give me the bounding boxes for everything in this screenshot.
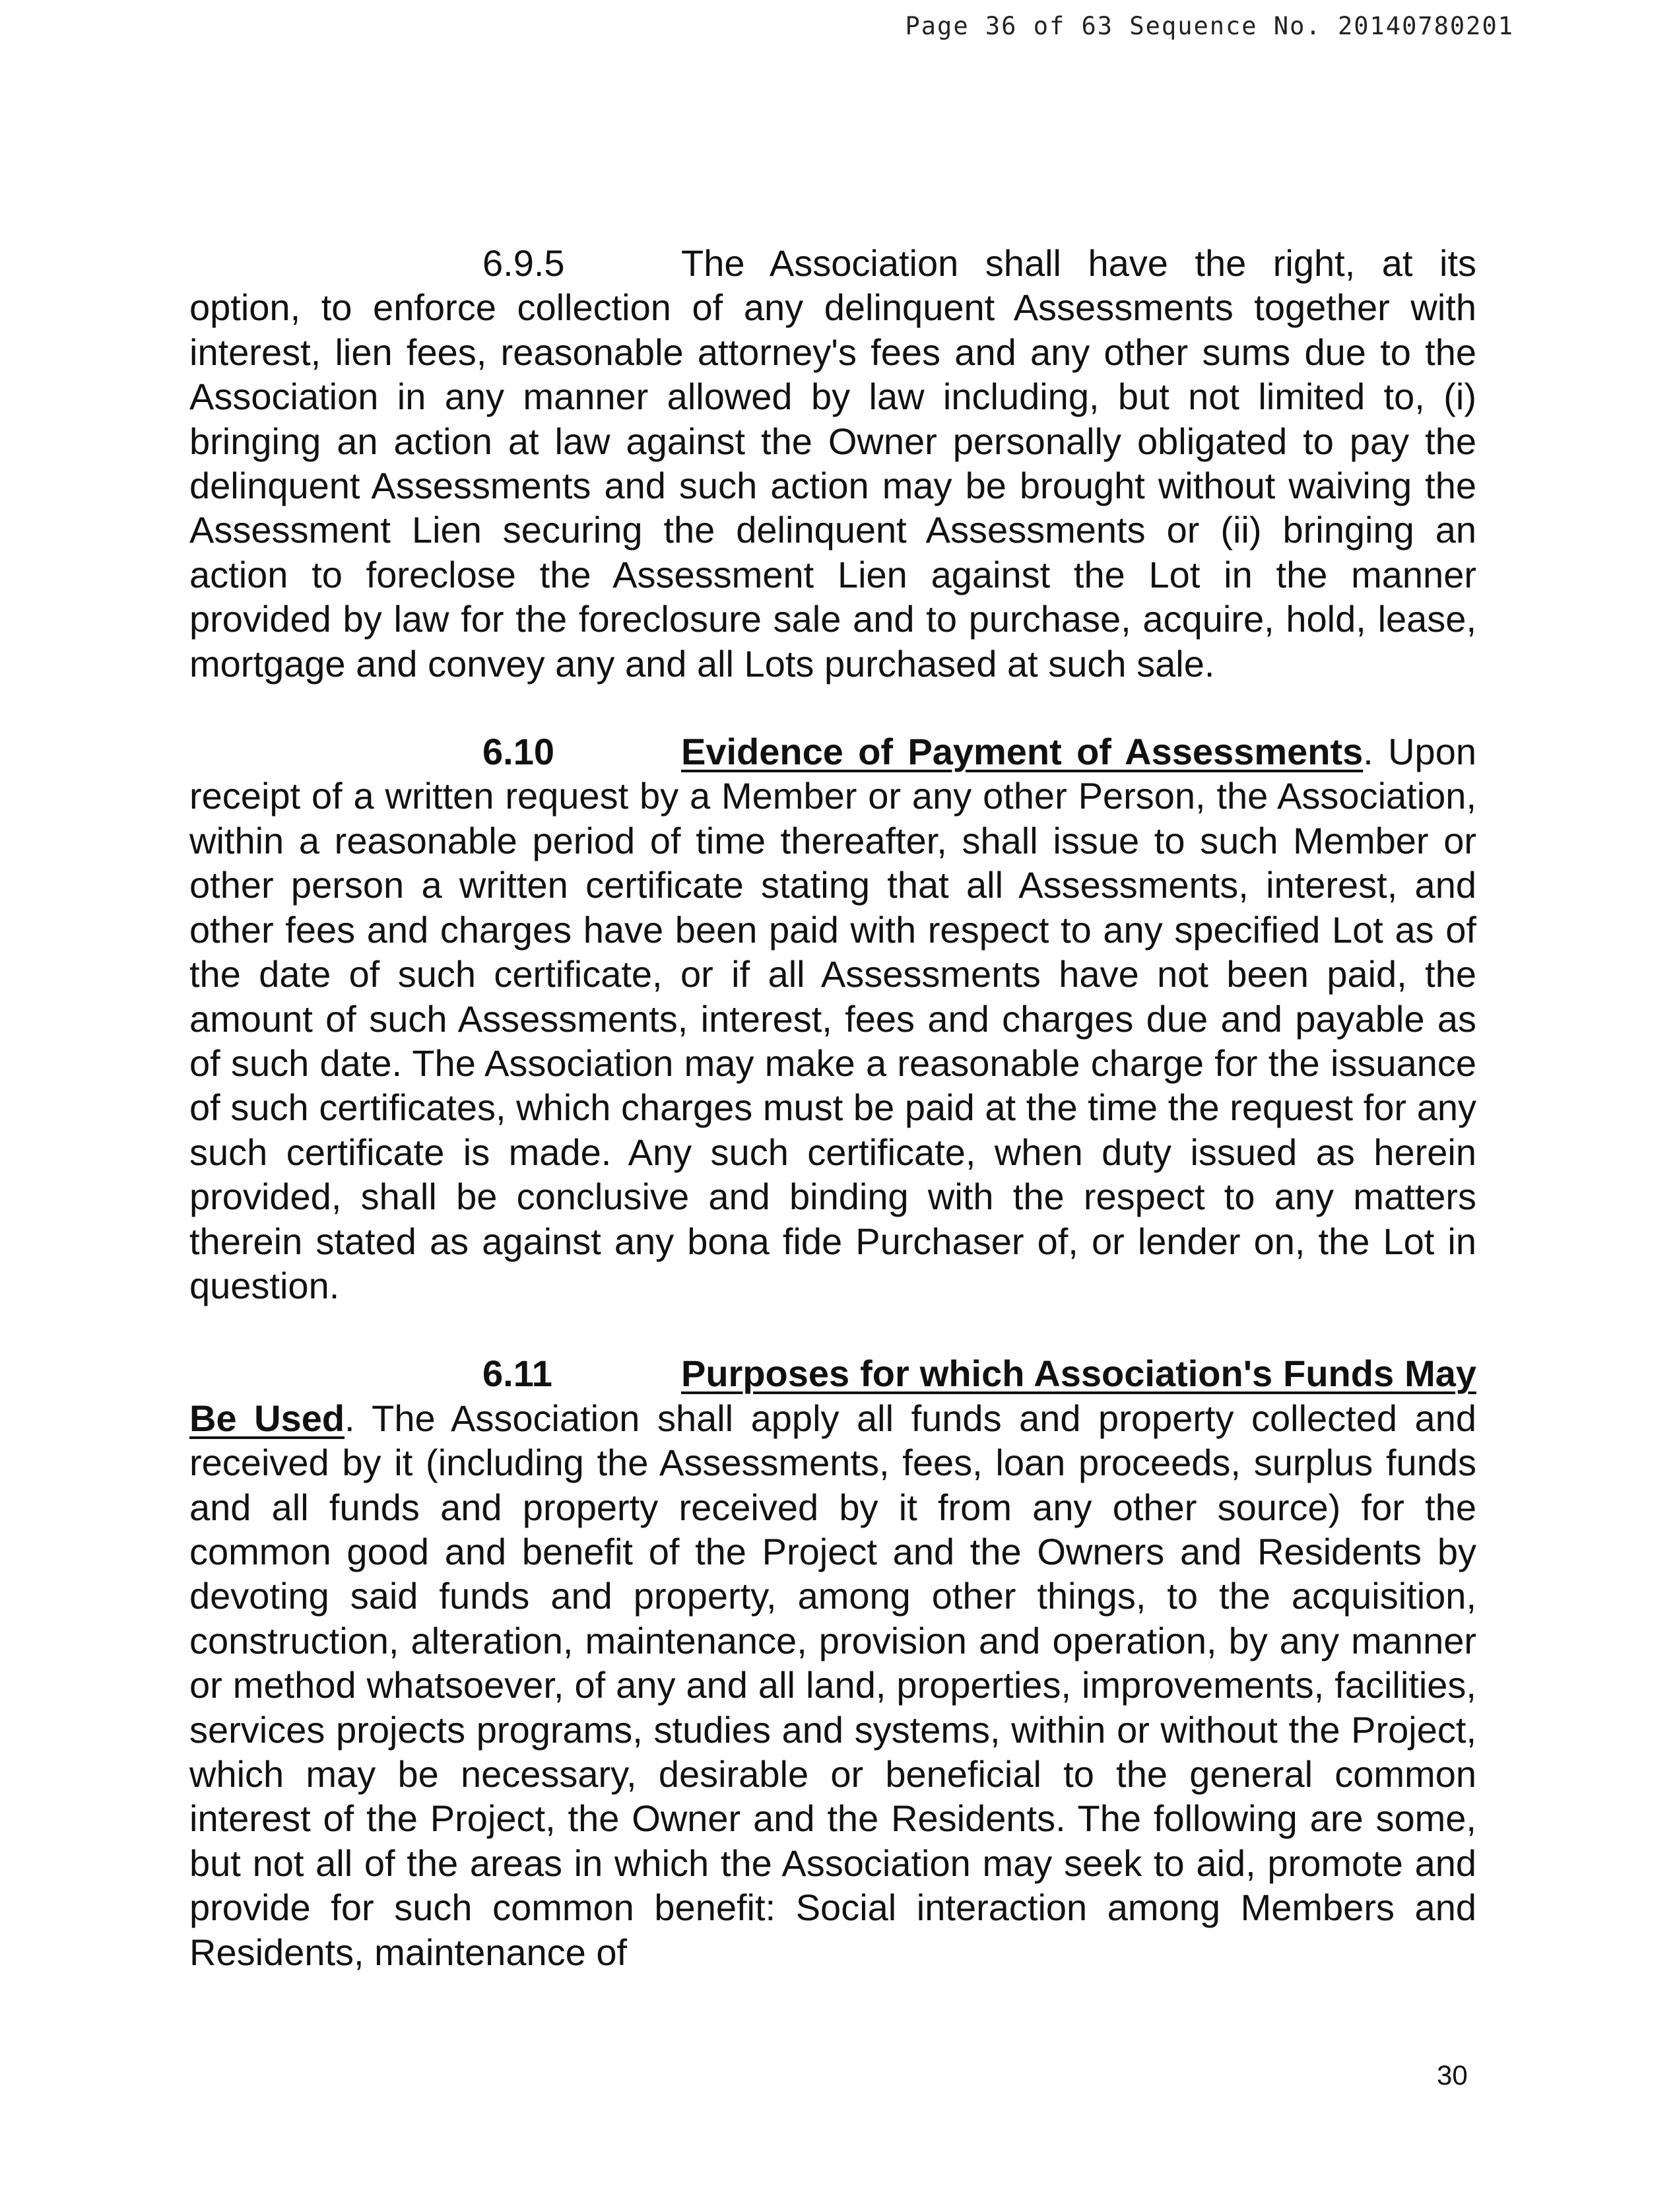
section-text: . The Association shall apply all funds and property collected and received by it (including the Assessments, fees, loan proceeds, surplus funds and all funds and property received by it from any other source) for the common good and benefit of the Project and the Owners and Residents by devoting said funds and property, among other things, to the acquisition, construction, alteration, maintenance, provision and operation, by any manner or method whatsoever, of any and all land, properties, improvements, facilities, services projects programs, studies and systems, within or without the Project, which may be necessary, desirable or beneficial to the general common interest of the Project, the Owner and the Residents. The following are some, but not all of the areas in which the Association may seek to aid, promote and provide for such common benefit: Social interaction among Members and Residents, maintenance of (189, 1397, 1476, 1973)
section-heading: Evidence of Payment of Assessments (681, 731, 1364, 773)
section-6-10 (189, 729, 1476, 1308)
page-header (905, 12, 1515, 40)
section-number: 6.10 (482, 731, 554, 773)
page-number: 30 (1437, 2060, 1468, 2091)
section-heading: Purposes for which Association's Funds May Be Used (189, 1353, 1476, 1439)
section-6-9-5 (189, 241, 1476, 686)
document-body (189, 241, 1476, 2018)
section-text: . Upon receipt of a written request by a Member or any other Person, the Association, within a reasonable period of time thereafter, shall issue to such Member or other person a written certificate stating that all Assessments, interest, and other fees and charges have been paid with respect to any specified Lot as of the date of such certificate, or if all Assessments have not been paid, the amount of such Assessments, interest, fees and charges due and payable as of such date. The Association may make a reasonable charge for the issuance of such certificates, which charges must be paid at the time the request for any such certificate is made. Any such certificate, when duty issued as herein provided, shall be conclusive and binding with the respect to any matters therein stated as against any bona fide Purchaser of, or lender on, the Lot in question. (189, 731, 1476, 1306)
section-6-11 (189, 1351, 1476, 1974)
section-number: 6.11 (482, 1353, 552, 1395)
page-count-label: Page 36 of 63 (905, 12, 1130, 40)
section-text: The Association shall have the right, at its option, to enforce collection of any delinquent Assessments together with interest, lien fees, reasonable attorney's fees and any other sums due to the Association in any manner allowed by law including, but not limited to, (i) bringing an action at law against the Owner personally obligated to pay the delinquent Assessments and such action may be brought without waiving the Assessment Lien securing the delinquent Assessments or (ii) bringing an action to foreclose the Assessment Lien against the Lot in the manner provided by law for the foreclosure sale and to purchase, acquire, hold, lease, mortgage and convey any and all Lots purchased at such sale. (189, 242, 1476, 685)
section-number: 6.9.5 (482, 242, 565, 284)
sequence-number-label: Sequence No. 20140780201 (1129, 12, 1514, 40)
